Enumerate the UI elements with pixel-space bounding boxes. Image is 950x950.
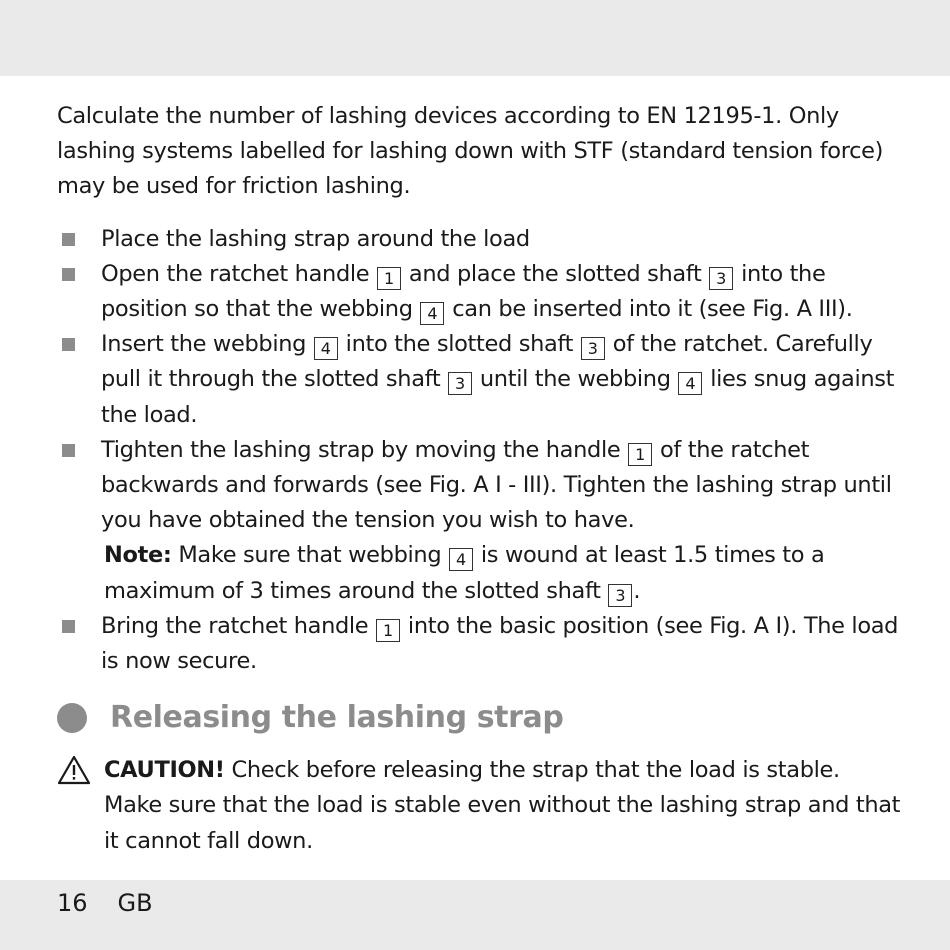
list-item: Bring the ratchet handle 1 into the basic position (see Fig. A I). The load is now secure. (57, 609, 902, 679)
caution-text: Check before releasing the strap that the load is stable. Make sure that the load is stable even without the lashing strap and that it cannot fall down. (104, 757, 901, 854)
page-number: 16 (57, 889, 88, 917)
list-item: Tighten the lashing strap by moving the handle 1 of the ratchet backwards and forwards (see Fig. A I - III). Tighten the lashing strap until you have obtained the tension you wish to have. Note: Make sure that webbing 4 is wound at least 1.5 times to a maximum of 3 times around the slotted shaft 3 . (57, 433, 902, 609)
list-item: Open the ratchet handle 1 and place the slotted shaft 3 into the position so that the webbing 4 can be inserted into it (see Fig. A III). (57, 257, 902, 327)
part-reference: 1 (376, 619, 400, 642)
part-reference: 4 (678, 372, 702, 395)
square-bullet-icon (62, 338, 75, 351)
warning-triangle-icon (57, 755, 91, 785)
part-reference: 4 (449, 548, 473, 571)
part-reference: 1 (377, 267, 401, 290)
part-reference: 3 (448, 372, 472, 395)
part-reference: 1 (628, 443, 652, 466)
footer (57, 886, 153, 920)
header-band (0, 0, 950, 76)
page-content (57, 99, 902, 859)
list-item: Place the lashing strap around the load (57, 222, 902, 257)
square-bullet-icon (62, 620, 75, 633)
note-label: Note: (104, 542, 172, 569)
intro-paragraph: Calculate the number of lashing devices according to EN 12195-1. Only lashing systems labelled for lashing down with STF (standard tension force) may be used for friction lashing. (57, 103, 884, 200)
square-bullet-icon (62, 444, 75, 457)
list-item: Insert the webbing 4 into the slotted shaft 3 of the ratchet. Carefully pull it through the slotted shaft 3 until the webbing 4 lies snug against the load. (57, 327, 902, 433)
caution-label: CAUTION! (104, 757, 225, 784)
part-reference: 3 (581, 337, 605, 360)
language-code: GB (117, 889, 153, 917)
section-title: Releasing the lashing strap (110, 700, 564, 736)
part-reference: 4 (420, 302, 444, 325)
part-reference: 3 (608, 584, 632, 607)
square-bullet-icon (62, 233, 75, 246)
square-bullet-icon (62, 268, 75, 281)
caution-block (57, 753, 902, 859)
part-reference: 3 (709, 267, 733, 290)
note-block: Note: Make sure that webbing 4 is wound at least 1.5 times to a maximum of 3 times around the slotted shaft 3 . (104, 542, 825, 605)
part-reference: 4 (314, 337, 338, 360)
instruction-list (57, 222, 902, 680)
section-heading (57, 698, 902, 738)
filled-circle-icon (57, 703, 87, 733)
